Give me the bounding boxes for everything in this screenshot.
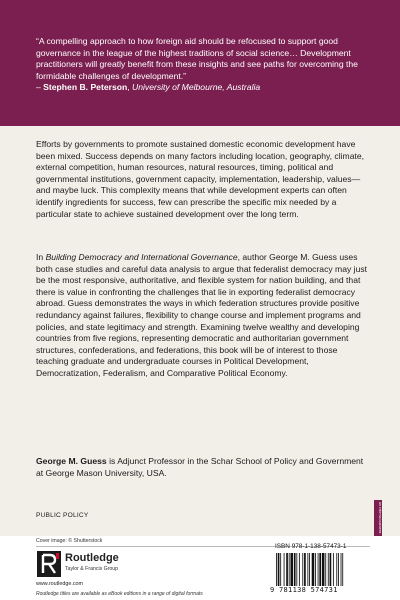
back-cover-footer: [0, 536, 400, 600]
ebook-note: Routledge titles are available as eBook editions in a range of digital formats: [36, 591, 203, 597]
barcode-bar: [276, 553, 277, 586]
barcode-bar: [307, 553, 308, 586]
barcode-bar: [341, 553, 342, 586]
quote-affiliation: University of Melbourne, Australia: [132, 82, 261, 92]
barcode-digits: 9 781138 574731: [270, 586, 338, 594]
barcode-bar: [338, 553, 339, 586]
quote-attribution: – Stephen B. Peterson, University of Melbourne, Australia: [36, 82, 261, 92]
barcode-bar: [328, 553, 329, 586]
barcode-bar: [322, 553, 325, 586]
book-title-inline: Building Democracy and International Governance: [45, 252, 238, 262]
barcode-bar: [319, 553, 321, 586]
barcode-bar: [304, 553, 306, 586]
quote-text: “A compelling approach to how foreign aid should be refocused to support good governance in the league of the highest traditions of social science… Development practitioners will greatly benefit from these insights and see paths for overcoming the formidable challenges of development.”: [36, 36, 358, 81]
quote-banner: [0, 0, 400, 126]
barcode-bar: [296, 553, 297, 586]
p2-lead: In: [36, 252, 46, 262]
description-paragraph-2: [36, 252, 370, 380]
author-bio: [36, 456, 370, 479]
spine-tagline: an informa business: [378, 502, 382, 534]
barcode-bar: [309, 553, 310, 586]
barcode-bar: [318, 553, 319, 586]
barcode-bar: [284, 553, 285, 586]
barcode-bar: [312, 553, 315, 586]
barcode-bar: [330, 553, 332, 586]
publisher-name: Routledge: [65, 552, 119, 564]
barcode-bar: [280, 553, 281, 586]
cover-credit: Cover image: © Shutterstock: [36, 538, 103, 544]
endorsement-quote: [36, 36, 366, 94]
subject-category: PUBLIC POLICY: [36, 512, 89, 519]
barcode-bar: [294, 553, 296, 586]
quote-author: Stephen B. Peterson: [43, 82, 128, 92]
barcode-bar: [278, 553, 280, 586]
barcode-bar: [299, 553, 300, 586]
barcode-bar: [342, 553, 343, 586]
author-bio-text: is Adjunct Professor in the Schar School of Policy and Government at George Mason University, USA.: [36, 456, 364, 478]
p2-rest: , author George M. Guess uses both case studies and careful data analysis to argue that federalist democracy may just be the most responsive, authoritative, and flexible system for nation building, and that there is value in confronting the challenges that lie in exporting federalist democracy abroad. Guess demonstrates the ways in which federation structures provide positive redundancy against failures, flexibility to change course and implement programs and policies, and state legitimacy and strength. Examining twelve wealthy and developing countries from five regions, representing democratic and authoritarian government structures, confederations, and federations, this book will be of interest to those teaching graduate and undergraduate courses in Political Development, Democratization, Federalism, and Comparative Political Economy.: [36, 252, 368, 378]
barcode-bar: [289, 553, 290, 586]
barcode-bar: [302, 553, 303, 586]
barcode-bar: [325, 553, 326, 586]
barcode-icon: [275, 553, 370, 586]
barcode-bar: [336, 553, 337, 586]
barcode-bar: [290, 553, 293, 586]
barcode-bar: [315, 553, 316, 586]
barcode-bar: [286, 553, 288, 586]
description-paragraph-1: Efforts by governments to promote sustained domestic economic development have been mixed. Success depends on many factors including location, geography, climate, external competition, human resources, natural resources, timing, political and governmental institutions, government capacity, implementation, leadership, values—and maybe luck. This complexity means that while development experts can often identify ingredients for success, few can prescribe the specific mix needed by a particular state to achieve sustained development over the long term.: [36, 139, 365, 219]
isbn-label: ISBN 978-1-138-57473-1: [275, 543, 347, 550]
publisher-group: Taylor & Francis Group: [65, 566, 119, 572]
author-name: George M. Guess: [36, 456, 107, 466]
routledge-logo-icon: [37, 551, 61, 577]
publisher-url: www.routledge.com: [36, 581, 84, 587]
barcode-bar: [333, 553, 334, 586]
